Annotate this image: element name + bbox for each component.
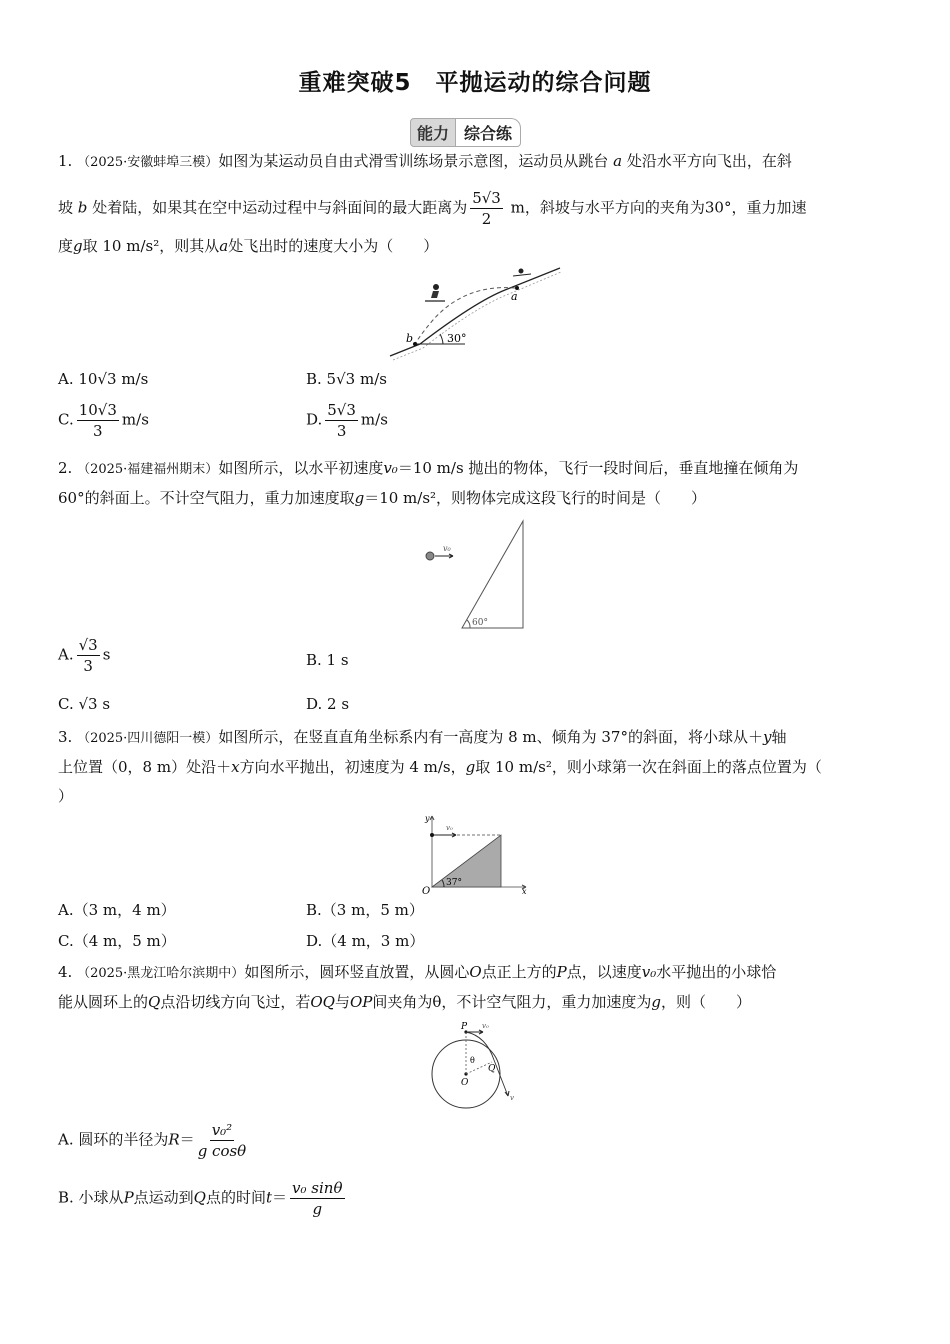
page-title: 重难突破5 平抛运动的综合问题 bbox=[298, 70, 652, 96]
q1-figure bbox=[385, 262, 565, 362]
q3-option-c[interactable]: C.（4 m，5 m） bbox=[58, 932, 176, 950]
q2-option-c[interactable]: C. √3 s bbox=[58, 695, 111, 713]
svg-text:Q: Q bbox=[488, 1064, 496, 1074]
q4-option-b[interactable]: B. 小球从P点运动到Q点的时间t＝ $\frac{\text{v₀ sinθ}}{g}$ bbox=[58, 1179, 343, 1218]
svg-text:37°: 37° bbox=[446, 878, 462, 888]
q1-line2: 坡 b 处着陆，如果其在空中运动过程中与斜面间的最大距离为 $\frac{5√3}{2}$ m，斜坡与水平方向的夹角为30°，重力加速 bbox=[58, 189, 807, 228]
svg-text:v: v bbox=[510, 1094, 514, 1102]
q3-option-b[interactable]: B.（3 m，5 m） bbox=[306, 901, 424, 919]
q3-line3: ） bbox=[58, 787, 74, 805]
q2-option-b[interactable]: B. 1 s bbox=[306, 651, 349, 669]
svg-text:O: O bbox=[422, 886, 431, 897]
svg-text:y: y bbox=[425, 814, 430, 823]
q3-figure bbox=[418, 812, 533, 897]
q4-line2: 能从圆环上的Q点沿切线方向飞过，若OQ与OP间夹角为θ，不计空气阻力，重力加速度为g，则（ ） bbox=[58, 993, 752, 1011]
svg-text:v₀: v₀ bbox=[443, 544, 451, 553]
svg-text:P: P bbox=[461, 1022, 468, 1032]
svg-text:O: O bbox=[461, 1078, 469, 1088]
q1-option-b[interactable]: B. 5√3 m/s bbox=[306, 370, 387, 388]
banner-right: 综合练 bbox=[456, 118, 521, 147]
q1-option-d[interactable]: D. $\frac{5√3}{3}$ m/s bbox=[306, 401, 388, 440]
svg-text:b: b bbox=[406, 332, 414, 345]
q1-option-c[interactable]: C. $\frac{10√3}{3}$ m/s bbox=[58, 401, 149, 440]
banner-left: 能力 bbox=[410, 118, 456, 147]
q4-figure bbox=[428, 1018, 528, 1114]
q2-line2: 60°的斜面上。不计空气阻力，重力加速度取g＝10 m/s²，则物体完成这段飞行的时间是（ ） bbox=[58, 489, 707, 507]
svg-text:x: x bbox=[522, 887, 527, 896]
svg-text:v₀: v₀ bbox=[446, 824, 453, 832]
q2-line1: 2. （2025·福建福州期末）如图所示，以水平初速度v₀＝10 m/s 抛出的物体，飞行一段时间后，垂直地撞在倾角为 bbox=[58, 459, 799, 477]
q1-option-a[interactable]: A. 10√3 m/s bbox=[58, 370, 149, 388]
q1-line3: 度g取 10 m/s²，则其从a处飞出时的速度大小为（ ） bbox=[58, 237, 439, 255]
q1-line1: 1. （2025·安徽蚌埠三模）如图为某运动员自由式滑雪训练场景示意图，运动员从跳台 a 处沿水平方向飞出，在斜 bbox=[58, 152, 792, 170]
svg-text:v₀: v₀ bbox=[482, 1022, 489, 1030]
skier-icon bbox=[425, 284, 445, 301]
q2-option-d[interactable]: D. 2 s bbox=[306, 695, 350, 713]
q3-line1: 3. （2025·四川德阳一模）如图所示，在竖直直角坐标系内有一高度为 8 m、倾角为 37°的斜面，将小球从＋y轴 bbox=[58, 728, 787, 746]
q4-option-a[interactable]: A. 圆环的半径为R＝ $\frac{\text{v₀²}}{\text{g cosθ}}$ bbox=[58, 1121, 247, 1160]
q2-option-a[interactable]: A. $\frac{√3}{3}$ s bbox=[58, 636, 111, 675]
q3-option-d[interactable]: D.（4 m，3 m） bbox=[306, 932, 425, 950]
svg-text:a: a bbox=[511, 290, 518, 303]
svg-text:θ: θ bbox=[470, 1056, 475, 1065]
q2-figure bbox=[420, 518, 530, 633]
q3-line2: 上位置（0，8 m）处沿＋x方向水平抛出，初速度为 4 m/s，g取 10 m/s²，则小球第一次在斜面上的落点位置为（ bbox=[58, 758, 822, 776]
q1-distance-fraction: $\frac{5√3}{2}$ bbox=[472, 189, 501, 228]
svg-text:60°: 60° bbox=[472, 618, 488, 628]
section-banner bbox=[410, 118, 521, 146]
q3-option-a[interactable]: A.（3 m，4 m） bbox=[58, 901, 176, 919]
jump-skier-icon bbox=[513, 269, 531, 277]
q4-line1: 4. （2025·黑龙江哈尔滨期中）如图所示，圆环竖直放置，从圆心O点正上方的P点，以速度v₀水平抛出的小球恰 bbox=[58, 963, 777, 981]
svg-text:30°: 30° bbox=[447, 332, 467, 345]
